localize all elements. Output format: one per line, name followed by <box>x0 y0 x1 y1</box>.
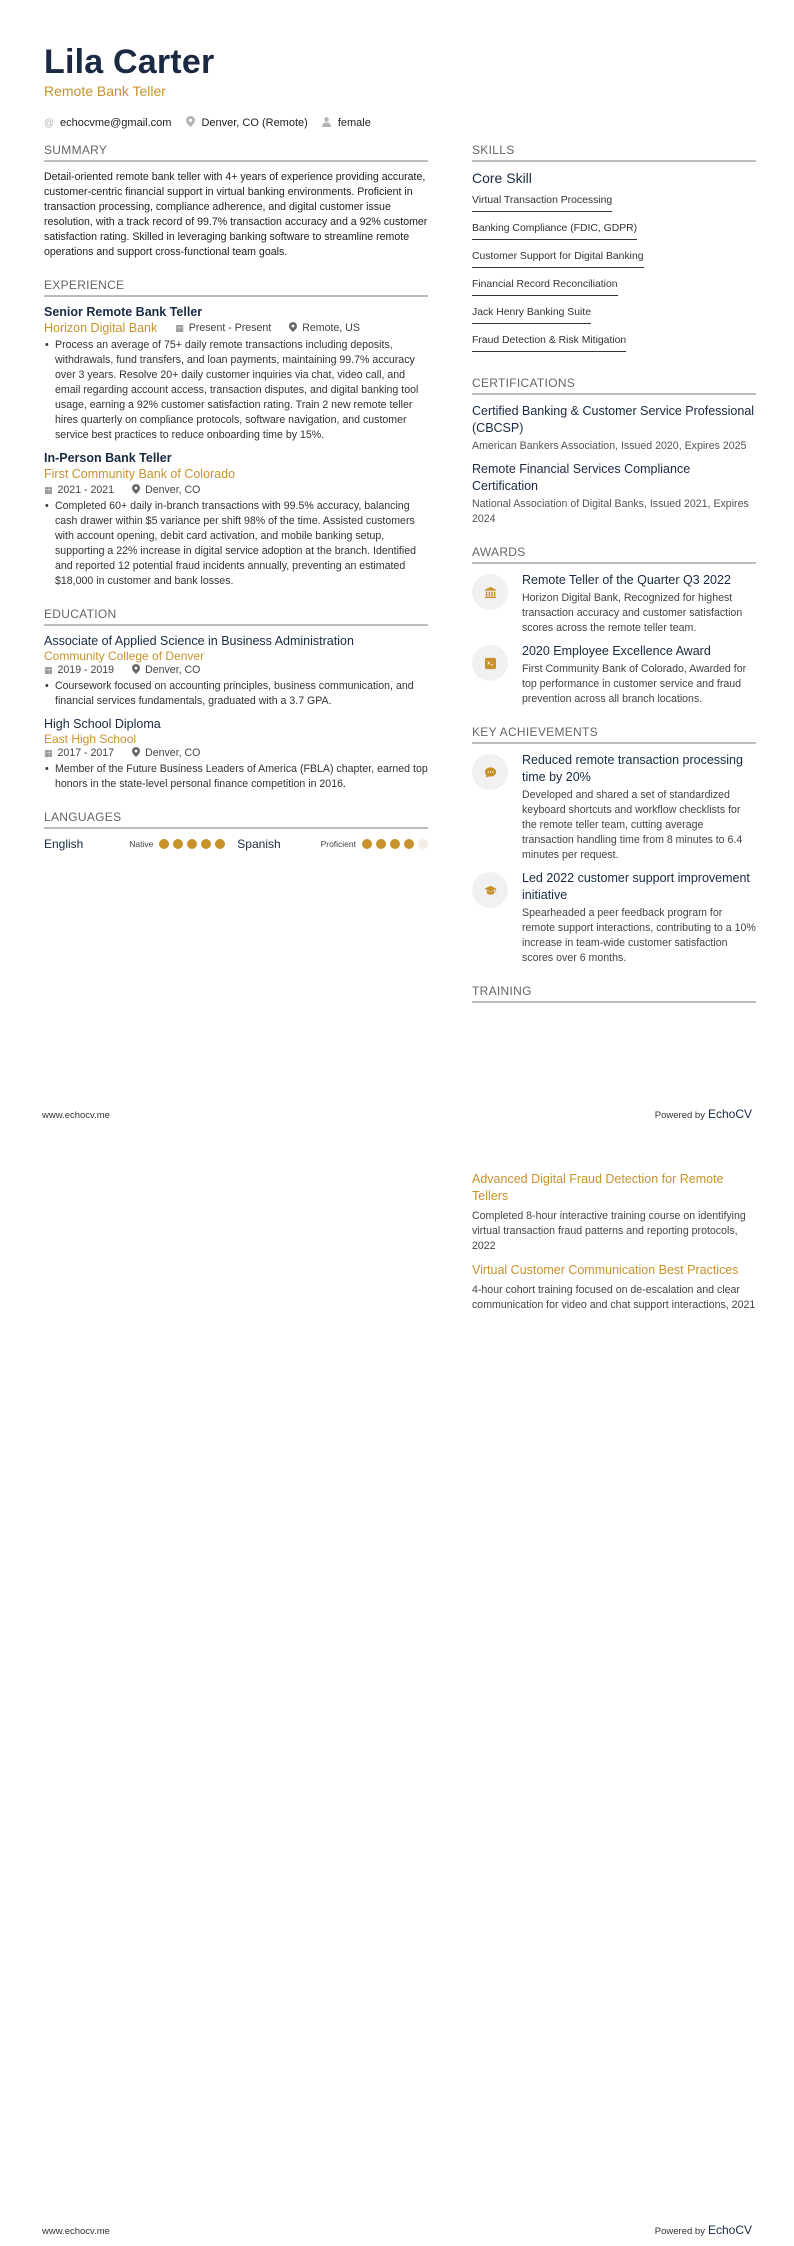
job-location <box>289 322 360 334</box>
summary-text: Detail-oriented remote bank teller with 4+ years of experience providing accurate, customer-centric financial support in virtual banking environments. Proficient in transaction processing, compliance adherence, and digital customer issue resolution, with a track record of 99.7% transaction accuracy and a 92% customer satisfaction rating. Skilled in leveraging banking software to streamline remote operations and support cross-functional team goals. <box>44 171 428 258</box>
award-item <box>472 643 756 707</box>
terminal-icon <box>472 645 508 681</box>
job-bullet: • Process an average of 75+ daily remote transactions including deposits, withdrawals, fund transfers, and loan payments, maintaining 99.7% accuracy over 3 years. Resolve 20+ daily customer inquiries via chat, video call, and email regarding account access, transaction disputes, and digital banking tool usage, earning a 92% customer satisfaction rating. Train 2 new remote teller hires quarterly on compliance protocols, software navigation, and customer service best practices to reduce onboarding time by 15%. <box>44 338 428 443</box>
education-location <box>132 664 200 676</box>
resume-page-2 <box>0 1123 794 2246</box>
job-title: In-Person Bank Teller <box>44 451 172 465</box>
at-icon: @ <box>44 117 55 129</box>
education-bullets <box>44 762 428 792</box>
job-location-text: Denver, CO <box>145 484 201 496</box>
achievements-heading: KEY ACHIEVEMENTS <box>472 725 756 744</box>
job-bullet: • Completed 60+ daily in-branch transactions with 99.5% accuracy, balancing cash drawer within $5 variance per shift 98% of the time. Assisted customers with account opening, debit card activation, and mobile banking setup, supporting a 22% increase in digital service adoption at the branch. Identified and reported 12 potential fraud incidents annually, preventing an estimated $18,000 in customer and bank losses. <box>44 499 428 589</box>
skill-item: Jack Henry Banking Suite <box>472 305 591 324</box>
school-name: Community College of Denver <box>44 649 205 663</box>
candidate-role: Remote Bank Teller <box>44 83 166 99</box>
person-icon <box>322 117 332 130</box>
education-bullets <box>44 679 428 709</box>
job-dates <box>44 484 114 496</box>
calendar-icon: ▦ <box>175 322 184 333</box>
skill-item: Virtual Transaction Processing <box>472 193 612 212</box>
page-footer <box>42 2223 752 2237</box>
rating-dot-filled <box>159 839 169 849</box>
contact-row <box>44 116 371 130</box>
certification-title: Remote Financial Services Compliance Certification <box>472 462 691 493</box>
language-level: Proficient <box>320 839 356 849</box>
job-location-text: Remote, US <box>302 322 360 334</box>
brand-logo[interactable]: EchoCV <box>707 2223 752 2237</box>
achievement-title: Reduced remote transaction processing time by 20% <box>522 753 743 784</box>
left-column <box>44 143 428 869</box>
job-dates-text: 2021 - 2021 <box>57 484 115 496</box>
education-location-text: Denver, CO <box>145 747 201 759</box>
job-title: Senior Remote Bank Teller <box>44 305 203 319</box>
rating-dot-filled <box>187 839 197 849</box>
language-level: Native <box>129 839 154 849</box>
education-entry <box>44 634 428 709</box>
brand-logo[interactable]: EchoCV <box>707 1107 752 1121</box>
contact-gender-text: female <box>337 117 371 129</box>
footer-powered-by <box>655 2223 752 2237</box>
education-bullet: • Coursework focused on accounting principles, business communication, and financial services fundamentals, graduated with a 3.7 GPA. <box>44 679 428 709</box>
education-location-text: Denver, CO <box>145 664 201 676</box>
certifications-section <box>472 376 756 527</box>
education-entry <box>44 717 428 792</box>
certification-title: Certified Banking & Customer Service Professional (CBCSP) <box>472 404 755 435</box>
education-location <box>132 747 200 759</box>
school-name: East High School <box>44 732 137 746</box>
powered-by-label: Powered by <box>654 2226 705 2237</box>
job-bullets <box>44 499 428 589</box>
languages-row <box>44 837 428 851</box>
education-meta <box>44 747 428 759</box>
languages-section <box>44 810 428 851</box>
contact-gender <box>322 117 371 130</box>
training-title: Advanced Digital Fraud Detection for Remote Tellers <box>472 1172 724 1203</box>
certification-issuer: National Association of Digital Banks, Issued 2021, Expires 2024 <box>472 498 749 525</box>
experience-entry <box>44 305 428 443</box>
contact-location <box>185 116 307 130</box>
language-rating <box>159 839 225 849</box>
award-item <box>472 572 756 636</box>
footer-site-link[interactable]: www.echocv.me <box>42 2226 110 2237</box>
achievements-section <box>472 725 756 966</box>
education-section <box>44 607 428 792</box>
awards-section <box>472 545 756 707</box>
location-pin-icon <box>132 484 140 496</box>
rating-dot-filled <box>173 839 183 849</box>
skill-item: Customer Support for Digital Banking <box>472 249 644 268</box>
experience-heading: EXPERIENCE <box>44 278 428 297</box>
education-bullet: • Member of the Future Business Leaders of America (FBLA) chapter, earned top honors in the state-level personal finance competition in 2016. <box>44 762 428 792</box>
calendar-icon: ▦ <box>44 484 53 495</box>
award-description: Horizon Digital Bank, Recognized for highest transaction accuracy and customer satisfaction scores across the remote teller team. <box>522 592 743 634</box>
training-heading: TRAINING <box>472 984 756 1003</box>
rating-dot-filled <box>390 839 400 849</box>
education-dates <box>44 664 114 676</box>
training-description: Completed 8-hour interactive training course on identifying virtual transaction fraud patterns and reporting protocols, 2022 <box>472 1210 746 1252</box>
awards-heading: AWARDS <box>472 545 756 564</box>
skill-item: Financial Record Reconciliation <box>472 277 618 296</box>
company-name: Horizon Digital Bank <box>44 321 158 335</box>
contact-email-text: echocvme@gmail.com <box>60 117 172 129</box>
footer-powered-by <box>655 1107 752 1121</box>
rating-dot-filled <box>362 839 372 849</box>
education-dates-text: 2019 - 2019 <box>57 664 115 676</box>
award-title: Remote Teller of the Quarter Q3 2022 <box>522 573 731 587</box>
job-bullets <box>44 338 428 443</box>
training-section-header <box>472 984 756 1003</box>
powered-by-label: Powered by <box>654 1110 705 1121</box>
summary-heading: SUMMARY <box>44 143 428 162</box>
resume-header <box>44 42 371 130</box>
contact-email[interactable] <box>44 117 171 129</box>
graduation-cap-icon <box>472 872 508 908</box>
rating-dot-filled <box>376 839 386 849</box>
education-heading: EDUCATION <box>44 607 428 626</box>
achievement-title: Led 2022 customer support improvement initiative <box>522 871 750 902</box>
skill-item: Fraud Detection & Risk Mitigation <box>472 333 626 352</box>
job-dates <box>175 322 271 334</box>
rating-dot-filled <box>201 839 211 849</box>
language-rating <box>362 839 428 849</box>
contact-location-text: Denver, CO (Remote) <box>201 117 308 129</box>
job-meta <box>44 484 428 496</box>
skills-section <box>472 143 756 358</box>
job-meta <box>44 321 428 335</box>
award-description: First Community Bank of Colorado, Awarded for top performance in customer service and fraud prevention across all branch locations. <box>522 663 747 705</box>
award-title: 2020 Employee Excellence Award <box>522 644 711 658</box>
candidate-name: Lila Carter <box>44 43 215 81</box>
education-dates <box>44 747 114 759</box>
location-pin-icon <box>185 116 195 130</box>
achievement-description: Spearheaded a peer feedback program for remote support interactions, contributing to a 10% increase in team-wide customer satisfaction scores over 6 months. <box>522 907 756 964</box>
calendar-icon: ▦ <box>44 664 53 675</box>
skills-heading: SKILLS <box>472 143 756 162</box>
degree-title: Associate of Applied Science in Business Administration <box>44 634 354 648</box>
skill-group-title: Core Skill <box>472 170 532 186</box>
footer-site-link[interactable]: www.echocv.me <box>42 1110 110 1121</box>
chat-bubble-icon <box>472 754 508 790</box>
experience-section <box>44 278 428 589</box>
rating-dot-empty <box>418 839 428 849</box>
experience-entry <box>44 451 428 589</box>
calendar-icon: ▦ <box>44 747 53 758</box>
achievement-item <box>472 870 756 966</box>
education-dates-text: 2017 - 2017 <box>57 747 115 759</box>
training-list <box>472 1171 756 1321</box>
bank-icon <box>472 574 508 610</box>
language-name: Spanish <box>237 837 281 851</box>
location-pin-icon <box>132 747 140 759</box>
achievement-description: Developed and shared a set of standardized keyboard shortcuts and workflow checklists for the remote teller team, cutting average transaction handling time from 8 minutes to 6.4 minutes per request. <box>522 789 743 861</box>
location-pin-icon <box>132 664 140 676</box>
training-description: 4-hour cohort training focused on de-escalation and clear communication for video and chat support interactions, 2021 <box>472 1284 756 1311</box>
right-column <box>472 143 756 1021</box>
rating-dot-filled <box>404 839 414 849</box>
education-meta <box>44 664 428 676</box>
languages-heading: LANGUAGES <box>44 810 428 829</box>
achievement-item <box>472 752 756 863</box>
language-name: English <box>44 837 84 851</box>
degree-title: High School Diploma <box>44 717 161 731</box>
company-name: First Community Bank of Colorado <box>44 467 236 481</box>
page-footer <box>42 1107 752 1121</box>
certification-issuer: American Bankers Association, Issued 2020, Expires 2025 <box>472 440 747 452</box>
training-title: Virtual Customer Communication Best Practices <box>472 1263 739 1277</box>
summary-section <box>44 143 428 260</box>
job-dates-text: Present - Present <box>188 322 272 334</box>
job-location <box>132 484 200 496</box>
rating-dot-filled <box>215 839 225 849</box>
location-pin-icon <box>289 322 297 334</box>
skill-item: Banking Compliance (FDIC, GDPR) <box>472 221 637 240</box>
certifications-heading: CERTIFICATIONS <box>472 376 756 395</box>
